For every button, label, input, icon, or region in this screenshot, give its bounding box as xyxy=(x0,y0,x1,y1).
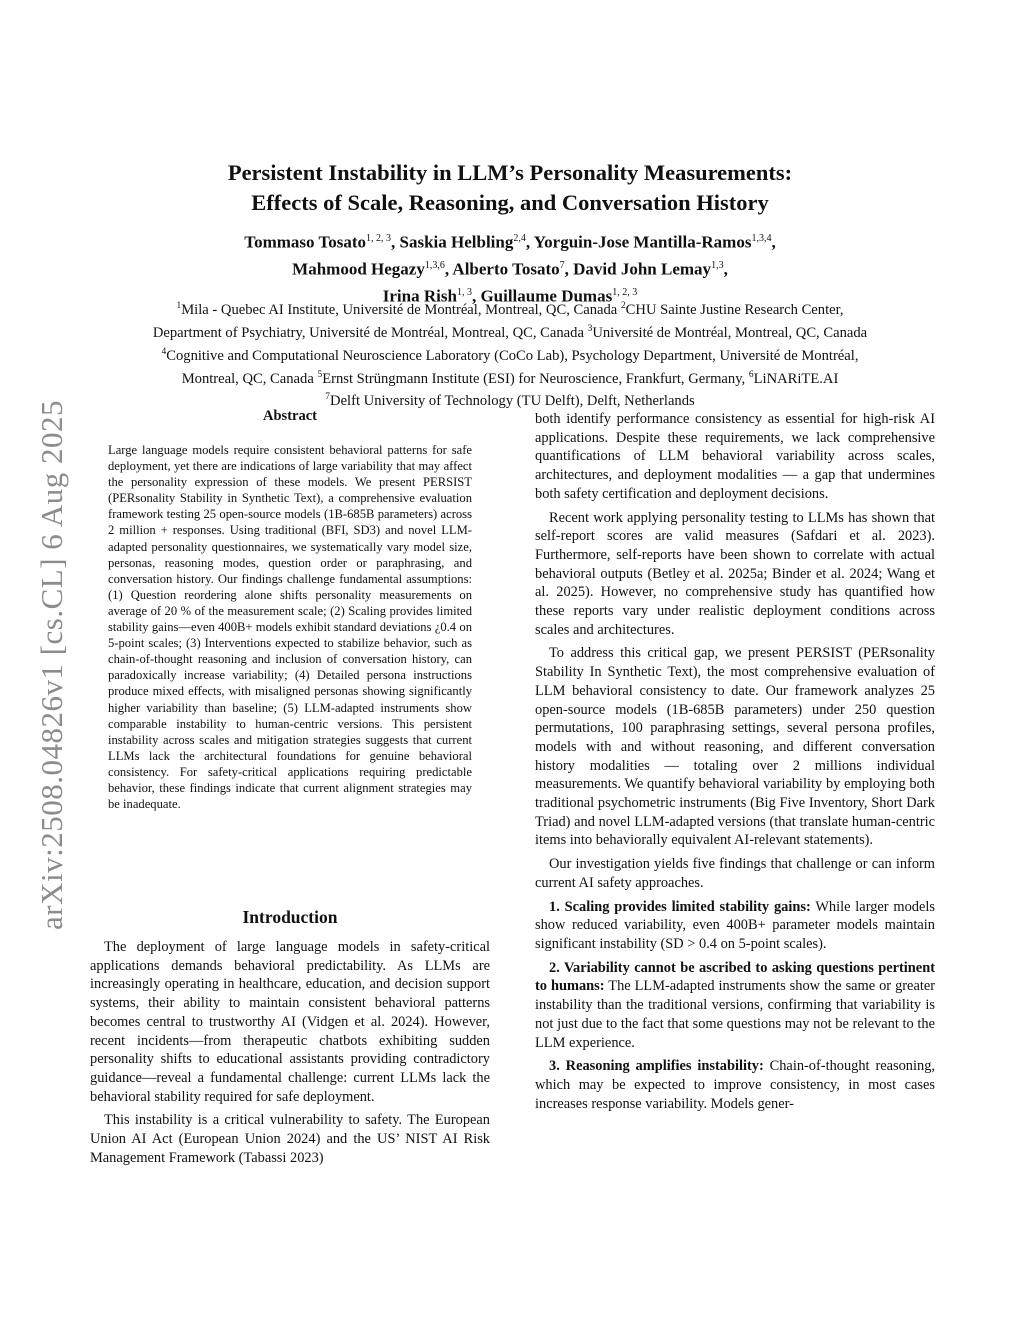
body-paragraph: Our investigation yields five findings that challenge or can inform current AI safety approaches. xyxy=(535,856,935,891)
body-paragraph-continued: both identify performance consistency as essential for high-risk AI applications. Despite these requirements, we lack comprehensive quantifications of LLM behavioral variability across scales, architectures, and deployment modalities — a gap that undermines both safety certification and deployment decisions. xyxy=(535,411,935,502)
abstract-text: Large language models require consistent behavioral patterns for safe deployment, yet there are indications of large variability that may affect the personality expression of these models. We present PERSIST (PERsonality Stability in Synthetic Text), a comprehensive evaluation framework testing 25 open-source models (1B-685B parameters) across 2 million + responses. Using traditional (BFI, SD3) and novel LLM-adapted personality questionnaires, we systematically vary model size, personas, reasoning modes, question order or paraphrasing, and conversation history. Our findings challenge fundamental assumptions: (1) Question reordering alone shifts personality measurements on average of 20 % of the measurement scale; (2) Scaling provides limited stability gains—even 400B+ models exhibit standard deviations ¿0.4 on 5-point scales; (3) Interventions expected to stabilize behavior, such as chain-of-thought reasoning and inclusion of conversation history, can paradoxically increase variability; (4) Detailed persona instructions produce mixed effects, with misaligned personas showing significantly higher variability than baseline; (5) LLM-adapted instruments show comparable instability to human-centric versions. This persistent instability across scales and mitigation strategies suggests that current LLMs lack the architectural foundations for genuine behavioral consistency. For safety-critical applications requiring predictable behavior, these findings indicate that current alignment strategies may be inadequate. xyxy=(108,443,472,812)
title-line-2: Effects of Scale, Reasoning, and Conversation History xyxy=(251,190,769,215)
author-name: Guillaume Dumas xyxy=(480,286,613,306)
body-paragraph: The deployment of large language models in safety-critical applications demands behavioral predictability. As LLMs are increasingly operating in healthcare, education, and decision support systems, their ability to maintain consistent behavioral patterns becomes central to trustworthy AI (Vidgen et al. 2024). However, recent incidents—from therapeutic chatbots exhibiting sudden personality shifts to educational assistants providing contradictory guidance—reveal a fundamental challenge: current LLMs lack the behavioral stability required for safe deployment. xyxy=(90,939,490,1105)
finding-text: Chain-of-thought reasoning, which may be expected to improve consistency, in most cases increases response variability. Models gener- xyxy=(535,1058,935,1112)
body-paragraph: To address this critical gap, we present PERSIST (PERsonality Stability In Synthetic Text), the most comprehensive evaluation of LLM behavioral consistency to date. Our framework analyzes 25 open-source models (1B-685B parameters) under 250 question permutations, 100 paraphrasing settings, several persona profiles, models with and without reasoning, and different conversation history modalities — totaling over 2 millions individual measurements. We quantify behavioral variability by employing both traditional psychometric instruments (Big Five Inventory, Short Dark Triad) and novel LLM-adapted versions (that translate human-centric items into behaviorally equivalent AI-relevant statements). xyxy=(535,645,935,849)
finding-paragraph xyxy=(535,959,935,1053)
paper-title xyxy=(130,158,890,218)
author-name: Alberto Tosato xyxy=(452,259,560,279)
affiliation-line: Department of Psychiatry, Université de Montréal, Montreal, QC, Canada $^3$Université de Montréal, Montreal, QC, Canada xyxy=(152,323,868,341)
finding-paragraph xyxy=(535,1057,935,1113)
affiliation-line: $^4$Cognitive and Computational Neuroscience Laboratory (CoCo Lab), Psychology Department, Université de Montréal, xyxy=(161,346,859,364)
affiliation-line: Montreal, QC, Canada $^5$Ernst Strüngmann Institute (ESI) for Neuroscience, Frankfurt, Germany, $^6$LiNARiTE.AI xyxy=(181,369,839,387)
author-name: Yorguin-Jose Mantilla-Ramos xyxy=(533,232,752,252)
body-paragraph: Recent work applying personality testing to LLMs has shown that self-report scores are valid measures (Safdari et al. 2023). Furthermore, self-reports have been shown to correlate with actual behavioral outputs (Betley et al. 2025a; Binder et al. 2024; Wang et al. 2025). However, no comprehensive study has quantified how these reports vary under realistic deployment conditions across scales and architectures. xyxy=(535,509,935,638)
author-name: Saskia Helbling xyxy=(399,232,514,252)
affiliation-line: $^7$Delft University of Technology (TU Delft), Delft, Netherlands xyxy=(325,392,695,410)
author-affiliation-sup: 1, 3 xyxy=(456,287,472,299)
author-affiliation-sup: 1, 2, 3 xyxy=(612,287,638,299)
author-affiliation-sup: 1,3,4 xyxy=(751,233,772,244)
author-line-3: Irina Rish$^{1, 3}$, Guillaume Dumas$^{1, 2, 3}$ xyxy=(382,286,638,306)
author-affiliation-sup: 7 xyxy=(559,260,565,272)
finding-label: 1. Scaling provides limited stability gains: xyxy=(549,898,811,915)
introduction-left-column xyxy=(90,938,490,1172)
author-affiliation-sup: 1, 2, 3 xyxy=(366,233,392,244)
title-line-1: Persistent Instability in LLM’s Personality Measurements: xyxy=(227,160,793,185)
body-paragraph: This instability is a critical vulnerability to safety. The European Union AI Act (European Union 2024) and the US’ NIST AI Risk Management Framework (Tabassi 2023) xyxy=(90,1112,490,1166)
affiliation-line: $^1$Mila - Quebec AI Institute, Université de Montréal, Montreal, QC, Canada $^2$CHU Sainte Justine Research Center, xyxy=(176,301,844,318)
author-name: David John Lemay xyxy=(573,259,712,279)
finding-text: While larger models show reduced variability, even 400B+ parameter models maintain significant instability (SD > 0.4 on 5-point scales). xyxy=(535,898,935,952)
finding-paragraph xyxy=(535,898,935,954)
right-column xyxy=(535,410,935,1118)
author-name: Irina Rish xyxy=(382,286,457,306)
finding-text: The LLM-adapted instruments show the same or greater instability than the traditional versions, confirming that variability is not just due to the fact that some questions may not be relevant to the LLM experience. xyxy=(535,978,936,1051)
arxiv-identifier-stamp: arXiv:2508.04826v1 [cs.CL] 6 Aug 2025 xyxy=(34,400,69,930)
finding-label: 3. Reasoning amplifies instability: xyxy=(549,1058,764,1075)
finding-label: 2. Variability cannot be ascribed to asking questions pertinent to humans: xyxy=(535,959,935,995)
affiliations xyxy=(90,297,930,411)
author-affiliation-sup: 2,4 xyxy=(513,233,526,244)
author-affiliation-sup: 1,3,6 xyxy=(424,260,445,272)
author-affiliation-sup: 1,3 xyxy=(711,260,724,272)
abstract-heading: Abstract xyxy=(263,408,317,424)
author-line-2: Mahmood Hegazy$^{1,3,6}$, Alberto Tosato$^7$, David John Lemay$^{1,3}$, xyxy=(292,259,728,279)
author-name: Tommaso Tosato xyxy=(244,232,367,252)
introduction-heading: Introduction xyxy=(242,907,338,927)
author-name: Mahmood Hegazy xyxy=(292,259,425,279)
author-line-1: Tommaso Tosato$^{1, 2, 3}$, Saskia Helbling$^{2,4}$, Yorguin-Jose Mantilla-Ramos$^{1,3,4}$, xyxy=(244,232,776,252)
